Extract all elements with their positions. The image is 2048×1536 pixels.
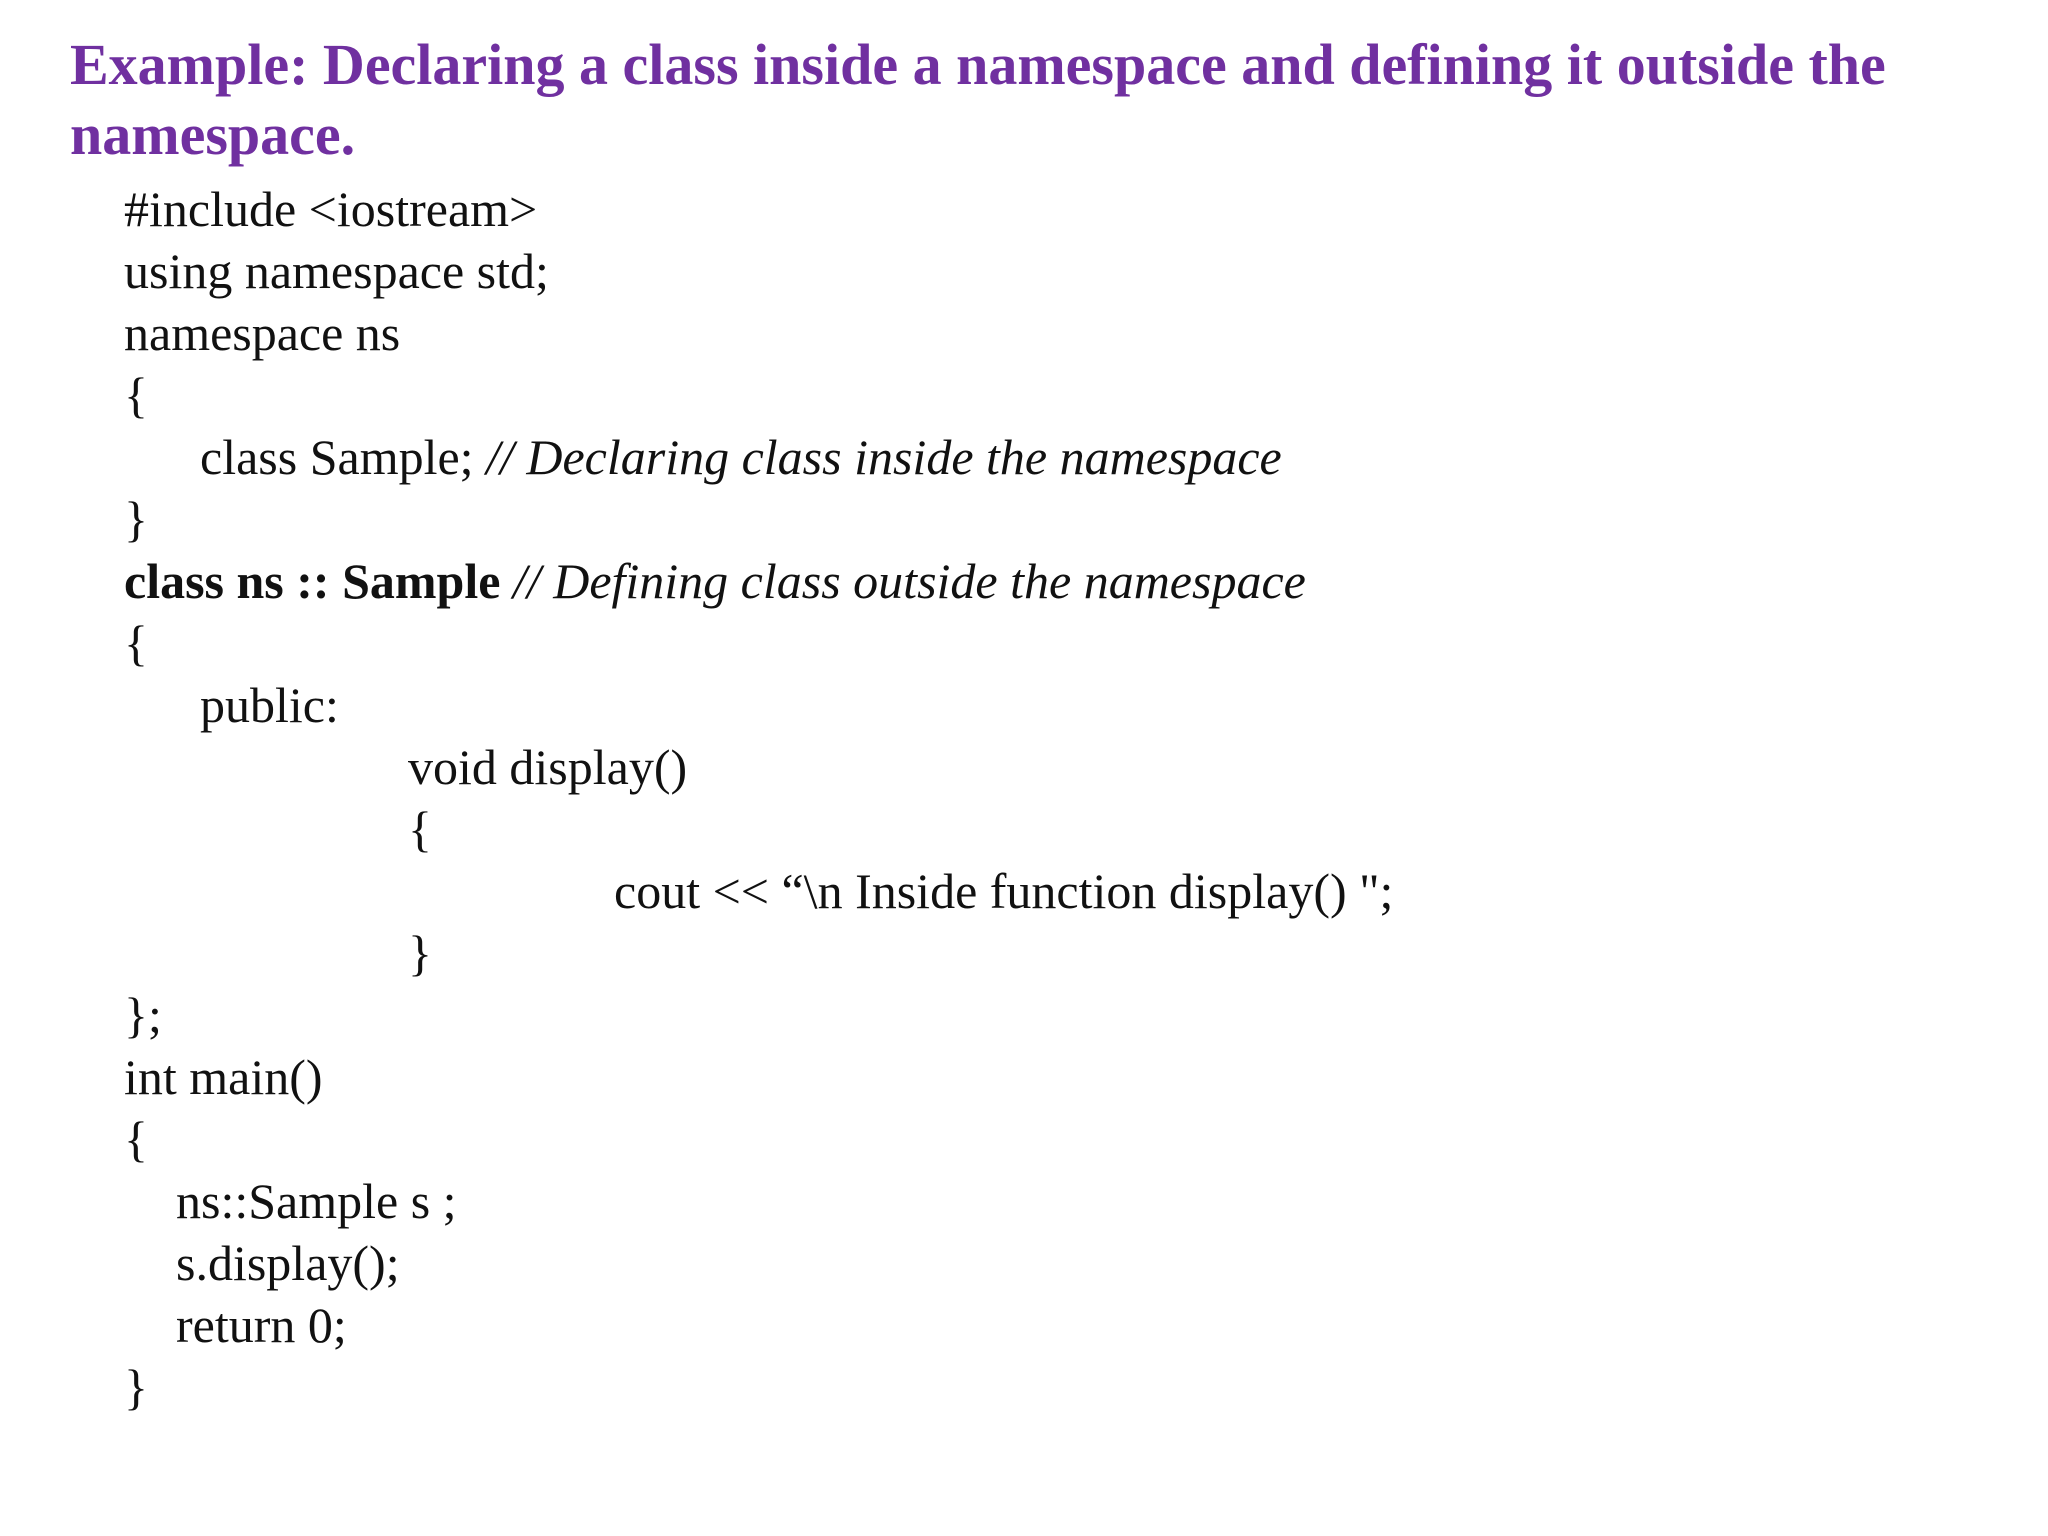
code-line-class-open-brace: { — [124, 615, 148, 671]
code-line-open-brace: { — [124, 367, 148, 423]
code-line-using: using namespace std; — [124, 243, 549, 299]
code-line-return: return 0; — [176, 1297, 347, 1353]
class-definition-code: class ns :: Sample — [124, 553, 513, 609]
code-line-main-close-brace: } — [124, 1359, 148, 1415]
code-line-main-open-brace: { — [124, 1111, 148, 1167]
code-line-cout: cout << “\n Inside function display() "; — [614, 863, 1394, 919]
class-declaration-comment: // Declaring class inside the namespace — [486, 429, 1282, 485]
code-line-include: #include <iostream> — [124, 181, 538, 237]
code-line-class-close: }; — [124, 987, 162, 1043]
code-line-public: public: — [200, 677, 339, 733]
code-line-display-close-brace: } — [408, 925, 432, 981]
code-line-close-brace: } — [124, 491, 148, 547]
code-line-class-definition — [124, 550, 1306, 612]
slide-title: Example: Declaring a class inside a namespace and defining it outside the namespace. — [70, 32, 1886, 167]
code-line-namespace: namespace ns — [124, 305, 401, 361]
code-line-display-open-brace: { — [408, 801, 432, 857]
code-line-display-signature: void display() — [408, 739, 688, 795]
code-line-call: s.display(); — [176, 1235, 400, 1291]
code-line-main: int main() — [124, 1049, 323, 1105]
class-declaration-code: class Sample; — [200, 429, 487, 485]
code-line-class-declaration — [200, 426, 1282, 488]
class-definition-comment: // Defining class outside the namespace — [512, 553, 1306, 609]
code-line-object: ns::Sample s ; — [176, 1173, 457, 1229]
